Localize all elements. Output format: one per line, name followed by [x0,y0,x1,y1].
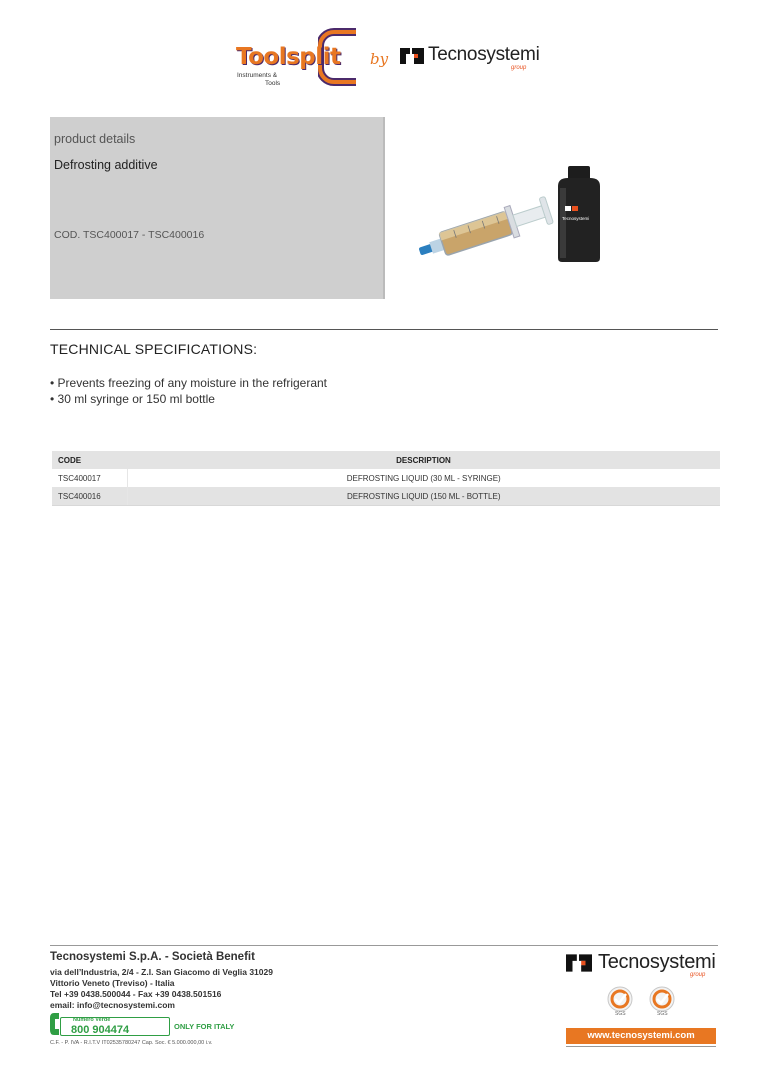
technical-specifications-title: TECHNICAL SPECIFICATIONS: [50,341,258,357]
phone-fax-line: Tel +39 0438.500044 - Fax +39 0438.501516 [50,989,222,999]
only-for-italy-text: ONLY FOR ITALY [174,1022,235,1031]
section-divider [50,329,718,330]
tagline-line-2: Tools [265,80,281,87]
sgs-label: SGS [657,1011,668,1017]
address-line: Vittorio Veneto (Treviso) - Italia [50,978,175,988]
tecnosystemi-group-text: group [511,65,527,71]
toolsplit-wordmark: Toolsplit [236,44,341,70]
numero-verde-badge [50,1012,250,1036]
address-line: via dell’Industria, 2/4 - Z.I. San Giacomo di Veglia 31029 [50,967,273,977]
company-name: Tecnosystemi S.p.A. - Società Benefit [50,951,255,963]
product-details-panel [50,117,385,299]
company-address [50,967,273,1011]
sgs-label: SGS [615,1011,626,1017]
column-header-code: CODE [52,451,127,469]
legal-info: C.F. - P. IVA - R.I.T.V IT02535780247 Cap. Soc. € 5.000.000,00 i.v. [50,1040,213,1046]
column-header-description: DESCRIPTION [127,451,720,469]
spec-item: • 30 ml syringe or 150 ml bottle [50,392,327,408]
header [0,0,768,100]
by-text: by [370,50,389,68]
bottle-label: Tecnosystemi [562,216,590,221]
table-row [52,487,720,506]
cell-code: TSC400017 [52,469,127,487]
sgs-badge-icon [608,987,632,1017]
product-details-label: product details [54,132,136,146]
product-name: Defrosting additive [54,158,158,172]
product-image [410,160,630,270]
website-link[interactable]: www.tecnosystemi.com [566,1028,716,1044]
toolsplit-logo [234,26,362,90]
sgs-certification-badges [604,985,684,1017]
syringe-and-bottle-illustration [410,160,630,270]
cell-description: DEFROSTING LIQUID (150 ML - BOTTLE) [127,487,720,506]
table-header-row [52,451,720,469]
spec-item: • Prevents freezing of any moisture in the refrigerant [50,376,327,392]
sgs-badge-icon [650,987,674,1017]
bottle-icon [558,166,600,262]
table-row [52,469,720,487]
tecnosystemi-mark-icon [566,954,592,972]
numero-verde-label: Numero Verde [73,1017,111,1023]
spec-list [50,376,327,407]
tecnosystemi-mark-icon [400,48,424,64]
tecnosystemi-wordmark: Tecnosystemi [428,44,540,65]
email-line[interactable]: email: info@tecnosystemi.com [50,1000,175,1010]
footer-bottom-divider [566,1046,716,1047]
footer-tecnosystemi-wordmark: Tecnosystemi [598,951,716,973]
cell-description: DEFROSTING LIQUID (30 ML - SYRINGE) [127,469,720,487]
numero-verde-box [60,1017,170,1036]
cell-code: TSC400016 [52,487,127,506]
numero-verde-number[interactable]: 800 904474 [71,1024,130,1036]
footer-tecnosystemi-group-text: group [690,972,706,978]
product-codes: COD. TSC400017 - TSC400016 [54,229,205,241]
tagline-line-1: Instruments & [237,72,278,79]
product-code-table [52,451,720,506]
toolsplit-tagline [237,72,280,88]
syringe-icon [415,194,554,266]
footer-divider [50,945,718,946]
